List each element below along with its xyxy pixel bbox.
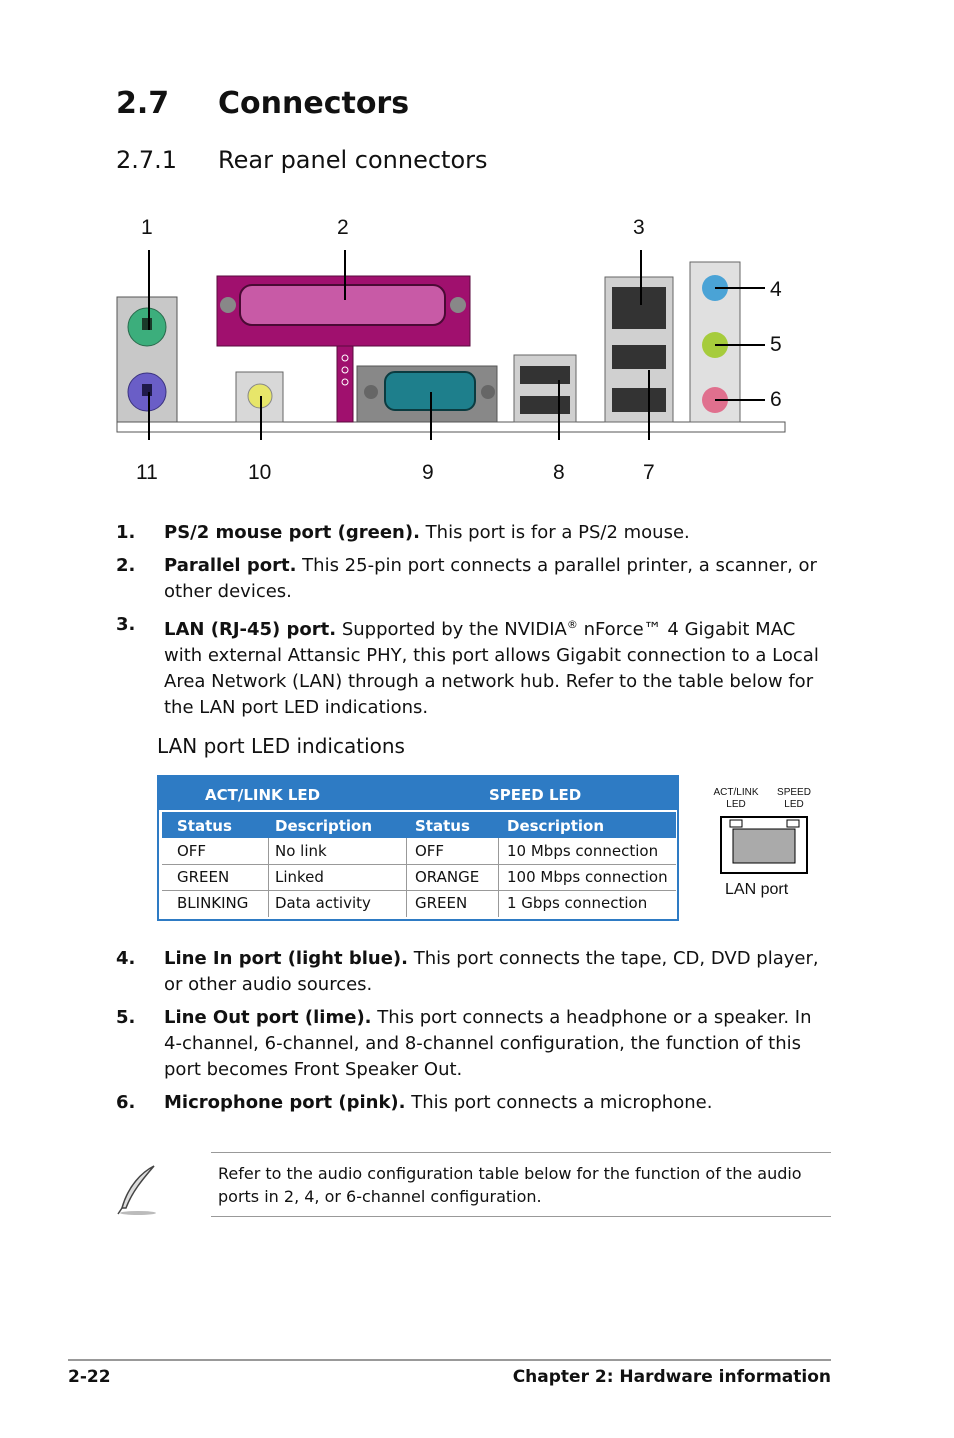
callout-3: 3	[633, 216, 645, 239]
list-item	[116, 520, 831, 546]
page-number: 2-22	[68, 1367, 111, 1387]
column-header: Status	[177, 817, 232, 835]
header-act-link: ACT/LINK LED	[205, 786, 321, 804]
item-text: Supported by the NVIDIA	[336, 619, 567, 640]
callout-8: 8	[553, 461, 565, 484]
led-table	[157, 775, 679, 921]
callout-2: 2	[337, 216, 349, 239]
list-item	[116, 946, 831, 998]
item-number: 3.	[116, 614, 136, 635]
callout-10: 10	[248, 461, 272, 484]
item-title: Line In port (light blue).	[164, 948, 408, 969]
item-number: 2.	[116, 555, 136, 576]
column-header: Status	[415, 817, 470, 835]
callout-9: 9	[422, 461, 434, 484]
connector-list-top	[116, 520, 831, 728]
list-item	[116, 553, 831, 605]
item-title: Parallel port.	[164, 555, 297, 576]
connector-list-bottom	[116, 946, 831, 1123]
subsection-title: Rear panel connectors	[218, 146, 488, 174]
lan-port-caption: LAN port	[725, 881, 789, 898]
list-item	[116, 1005, 831, 1083]
table-row: BLINKING Data activity GREEN 1 Gbps connection	[177, 894, 648, 912]
column-header: Description	[275, 817, 373, 835]
item-text: This port connects a headphone or a speaker. In 4-channel, 6-channel, and 8-channel configuration, the function of this port becomes Front Speaker Out.	[164, 1007, 812, 1080]
list-item	[116, 1090, 831, 1116]
section-number: 2.7	[116, 86, 170, 121]
registered-mark: ®	[566, 618, 578, 631]
item-text: nForce™ 4 Gigabit MAC with external Attansic PHY, this port allows Gigabit connection to a Local Area Network (LAN) through a network hub. Refer to the table below for the LAN port LED indications.	[164, 619, 819, 718]
callout-11: 11	[136, 461, 158, 484]
subsection-heading	[116, 146, 488, 174]
item-title: Microphone port (pink).	[164, 1092, 406, 1113]
item-text: This port connects a microphone.	[405, 1092, 713, 1113]
lan-port-diagram	[705, 787, 825, 907]
item-number: 6.	[116, 1092, 136, 1113]
note-feather-icon	[114, 1164, 160, 1216]
item-title: Line Out port (lime).	[164, 1007, 372, 1028]
item-number: 4.	[116, 948, 136, 969]
column-header: Description	[507, 817, 605, 835]
note-text: Refer to the audio configuration table below for the function of the audio ports in 2, 4, or 6-channel configuration.	[218, 1164, 802, 1206]
section-heading	[116, 86, 409, 121]
table-row: GREEN Linked ORANGE 100 Mbps connection	[177, 868, 668, 886]
list-item	[116, 612, 831, 721]
led-table-group-header	[159, 777, 677, 810]
callout-6: 6	[770, 388, 782, 411]
callout-7: 7	[643, 461, 655, 484]
callout-5: 5	[770, 333, 782, 356]
callout-4: 4	[770, 278, 782, 301]
callout-1: 1	[141, 216, 153, 239]
item-text: This port connects the tape, CD, DVD player, or other audio sources.	[164, 948, 819, 995]
table-row: OFF No link OFF 10 Mbps connection	[177, 842, 659, 860]
act-link-led-label: ACT/LINK LED	[713, 787, 759, 810]
item-number: 5.	[116, 1007, 136, 1028]
led-table-column-header	[162, 812, 676, 838]
header-speed: SPEED LED	[489, 786, 582, 804]
led-table-caption: LAN port LED indications	[157, 734, 405, 758]
item-title: LAN (RJ-45) port.	[164, 619, 337, 640]
section-title: Connectors	[218, 86, 410, 121]
item-text: This port is for a PS/2 mouse.	[419, 522, 690, 543]
item-text: This 25-pin port connects a parallel printer, a scanner, or other devices.	[164, 555, 817, 602]
chapter-title: Chapter 2: Hardware information	[512, 1367, 831, 1387]
subsection-number: 2.7.1	[116, 146, 178, 174]
item-title: PS/2 mouse port (green).	[164, 522, 420, 543]
rear-panel-illustration	[110, 250, 800, 440]
item-number: 1.	[116, 522, 136, 543]
speed-led-label: SPEED LED	[777, 787, 811, 810]
